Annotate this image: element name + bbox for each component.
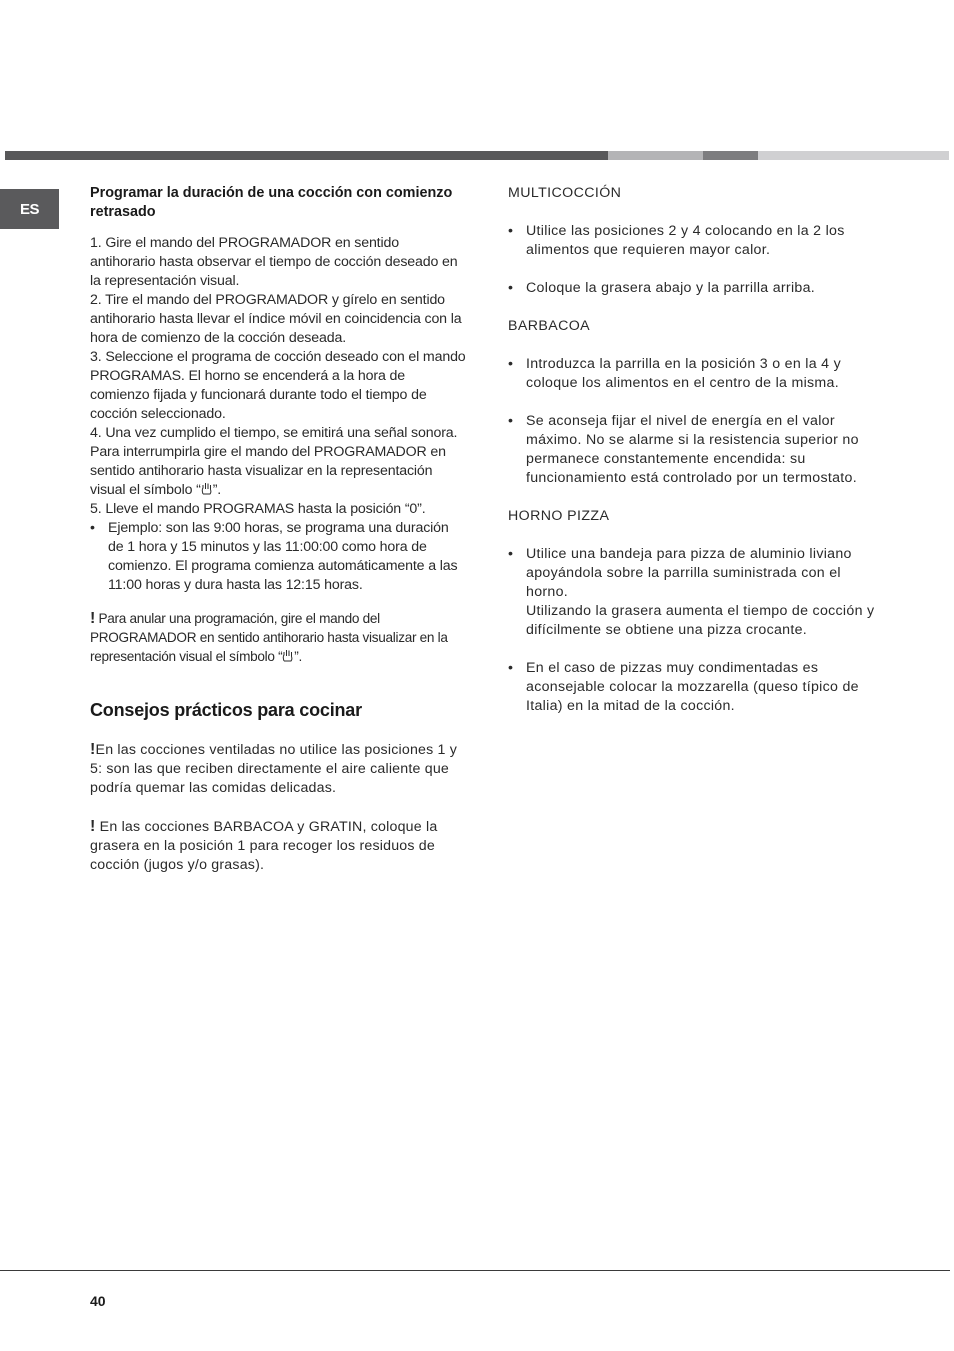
note-cancel-programming: ! Para anular una programación, gire el mando del PROGRAMADOR en sentido antihorario hasta visualizar en la representación visual el símbolo “ ”. bbox=[90, 610, 448, 664]
step-2: 2. Tire el mando del PROGRAMADOR y gírelo en sentido antihorario hasta llevar el índice móvil en coincidencia con la hora de comienzo de la cocción deseada. bbox=[90, 292, 462, 346]
warning-mark: ! bbox=[90, 741, 96, 758]
header-bar-dark-segment bbox=[5, 151, 608, 160]
warning-mark: ! bbox=[90, 818, 96, 835]
header-bar-mid-segment bbox=[608, 151, 703, 160]
list-item: • Se aconseja fijar el nivel de energía en el valor máximo. No se alarme si la resistencia superior no permanece constantemente encendida: su funcionamiento está controlado por un termostato. bbox=[508, 413, 859, 486]
step-3: 3. Seleccione el programa de cocción deseado con el mando PROGRAMAS. El horno se encenderá a la hora de comienzo fijada y funcionará durante todo el tiempo de cocción seleccionado. bbox=[90, 349, 466, 422]
section-heading-delayed-start: Programar la duración de una cocción con comienzo retrasado bbox=[90, 185, 453, 220]
tip-barbacoa-gratin: ! En las cocciones BARBACOA y GRATIN, coloque la grasera en la posición 1 para recoger los residuos de cocción (jugos y/o grasas). bbox=[90, 818, 438, 873]
hand-stop-icon bbox=[282, 649, 294, 662]
example-text: Ejemplo: son las 9:00 horas, se programa una duración de 1 hora y 15 minutos y las 11:00:00 como hora de comienzo. El programa comienza automáticamente a las 11:00 horas y dura hasta las 12:15 horas. bbox=[108, 520, 458, 593]
bullet: • bbox=[508, 413, 514, 429]
list-item-example bbox=[90, 519, 466, 595]
tip-ventilated: !En las cocciones ventiladas no utilice las posiciones 1 y 5: son las que reciben directamente el aire caliente que podría quemar las comidas delicadas. bbox=[90, 741, 458, 796]
list-item: • Coloque la grasera abajo y la parrilla arriba. bbox=[508, 280, 816, 296]
list-item: • Introduzca la parrilla en la posición 3 o en la 4 y coloque los alimentos en el centro de la misma. bbox=[508, 356, 841, 391]
header-color-bar bbox=[5, 151, 949, 160]
list-item: • Utilice las posiciones 2 y 4 colocando en la 2 los alimentos que requieren mayor calor. bbox=[508, 223, 845, 258]
step-1: 1. Gire el mando del PROGRAMADOR en sentido antihorario hasta observar el tiempo de cocción deseado en la representación visual. bbox=[90, 235, 458, 289]
language-tab: ES bbox=[0, 189, 59, 229]
list-item: • En el caso de pizzas muy condimentadas es aconsejable colocar la mozzarella (queso típico de Italia) en la mitad de la cocción. bbox=[508, 660, 859, 714]
bullet: • bbox=[508, 280, 514, 296]
bullet: • bbox=[508, 223, 514, 239]
tips-heading: Consejos prácticos para cocinar bbox=[90, 700, 362, 720]
footer-divider bbox=[0, 1270, 950, 1271]
step-5: 5. Lleve el mando PROGRAMAS hasta la posición “0”. bbox=[90, 501, 426, 517]
bullet: • bbox=[508, 546, 514, 562]
step-4: 4. Una vez cumplido el tiempo, se emitirá una señal sonora. Para interrumpirla gire el mando del PROGRAMADOR en sentido antihorario hasta visualizar en la representación visual el símbolo “ ”. bbox=[90, 425, 458, 498]
header-bar-light-segment bbox=[758, 151, 949, 160]
right-column bbox=[508, 184, 886, 735]
hand-stop-icon bbox=[201, 482, 213, 495]
warning-mark: ! bbox=[90, 610, 96, 627]
multicoccion-title: MULTICOCCIÓN bbox=[508, 185, 622, 201]
bullet: • bbox=[508, 660, 514, 676]
bullet: • bbox=[508, 356, 514, 372]
bullet: • bbox=[90, 520, 95, 536]
header-bar-accent-segment bbox=[703, 151, 758, 160]
page-number: 40 bbox=[90, 1293, 106, 1309]
barbacoa-title: BARBACOA bbox=[508, 318, 591, 334]
list-item: • Utilice una bandeja para pizza de aluminio liviano apoyándola sobre la parrilla suministrada con el horno. Utilizando la grasera aumenta el tiempo de cocción y difícilmente se obtiene una pizza crocante. bbox=[508, 546, 875, 638]
horno-pizza-title: HORNO PIZZA bbox=[508, 508, 610, 524]
left-column bbox=[90, 184, 466, 875]
